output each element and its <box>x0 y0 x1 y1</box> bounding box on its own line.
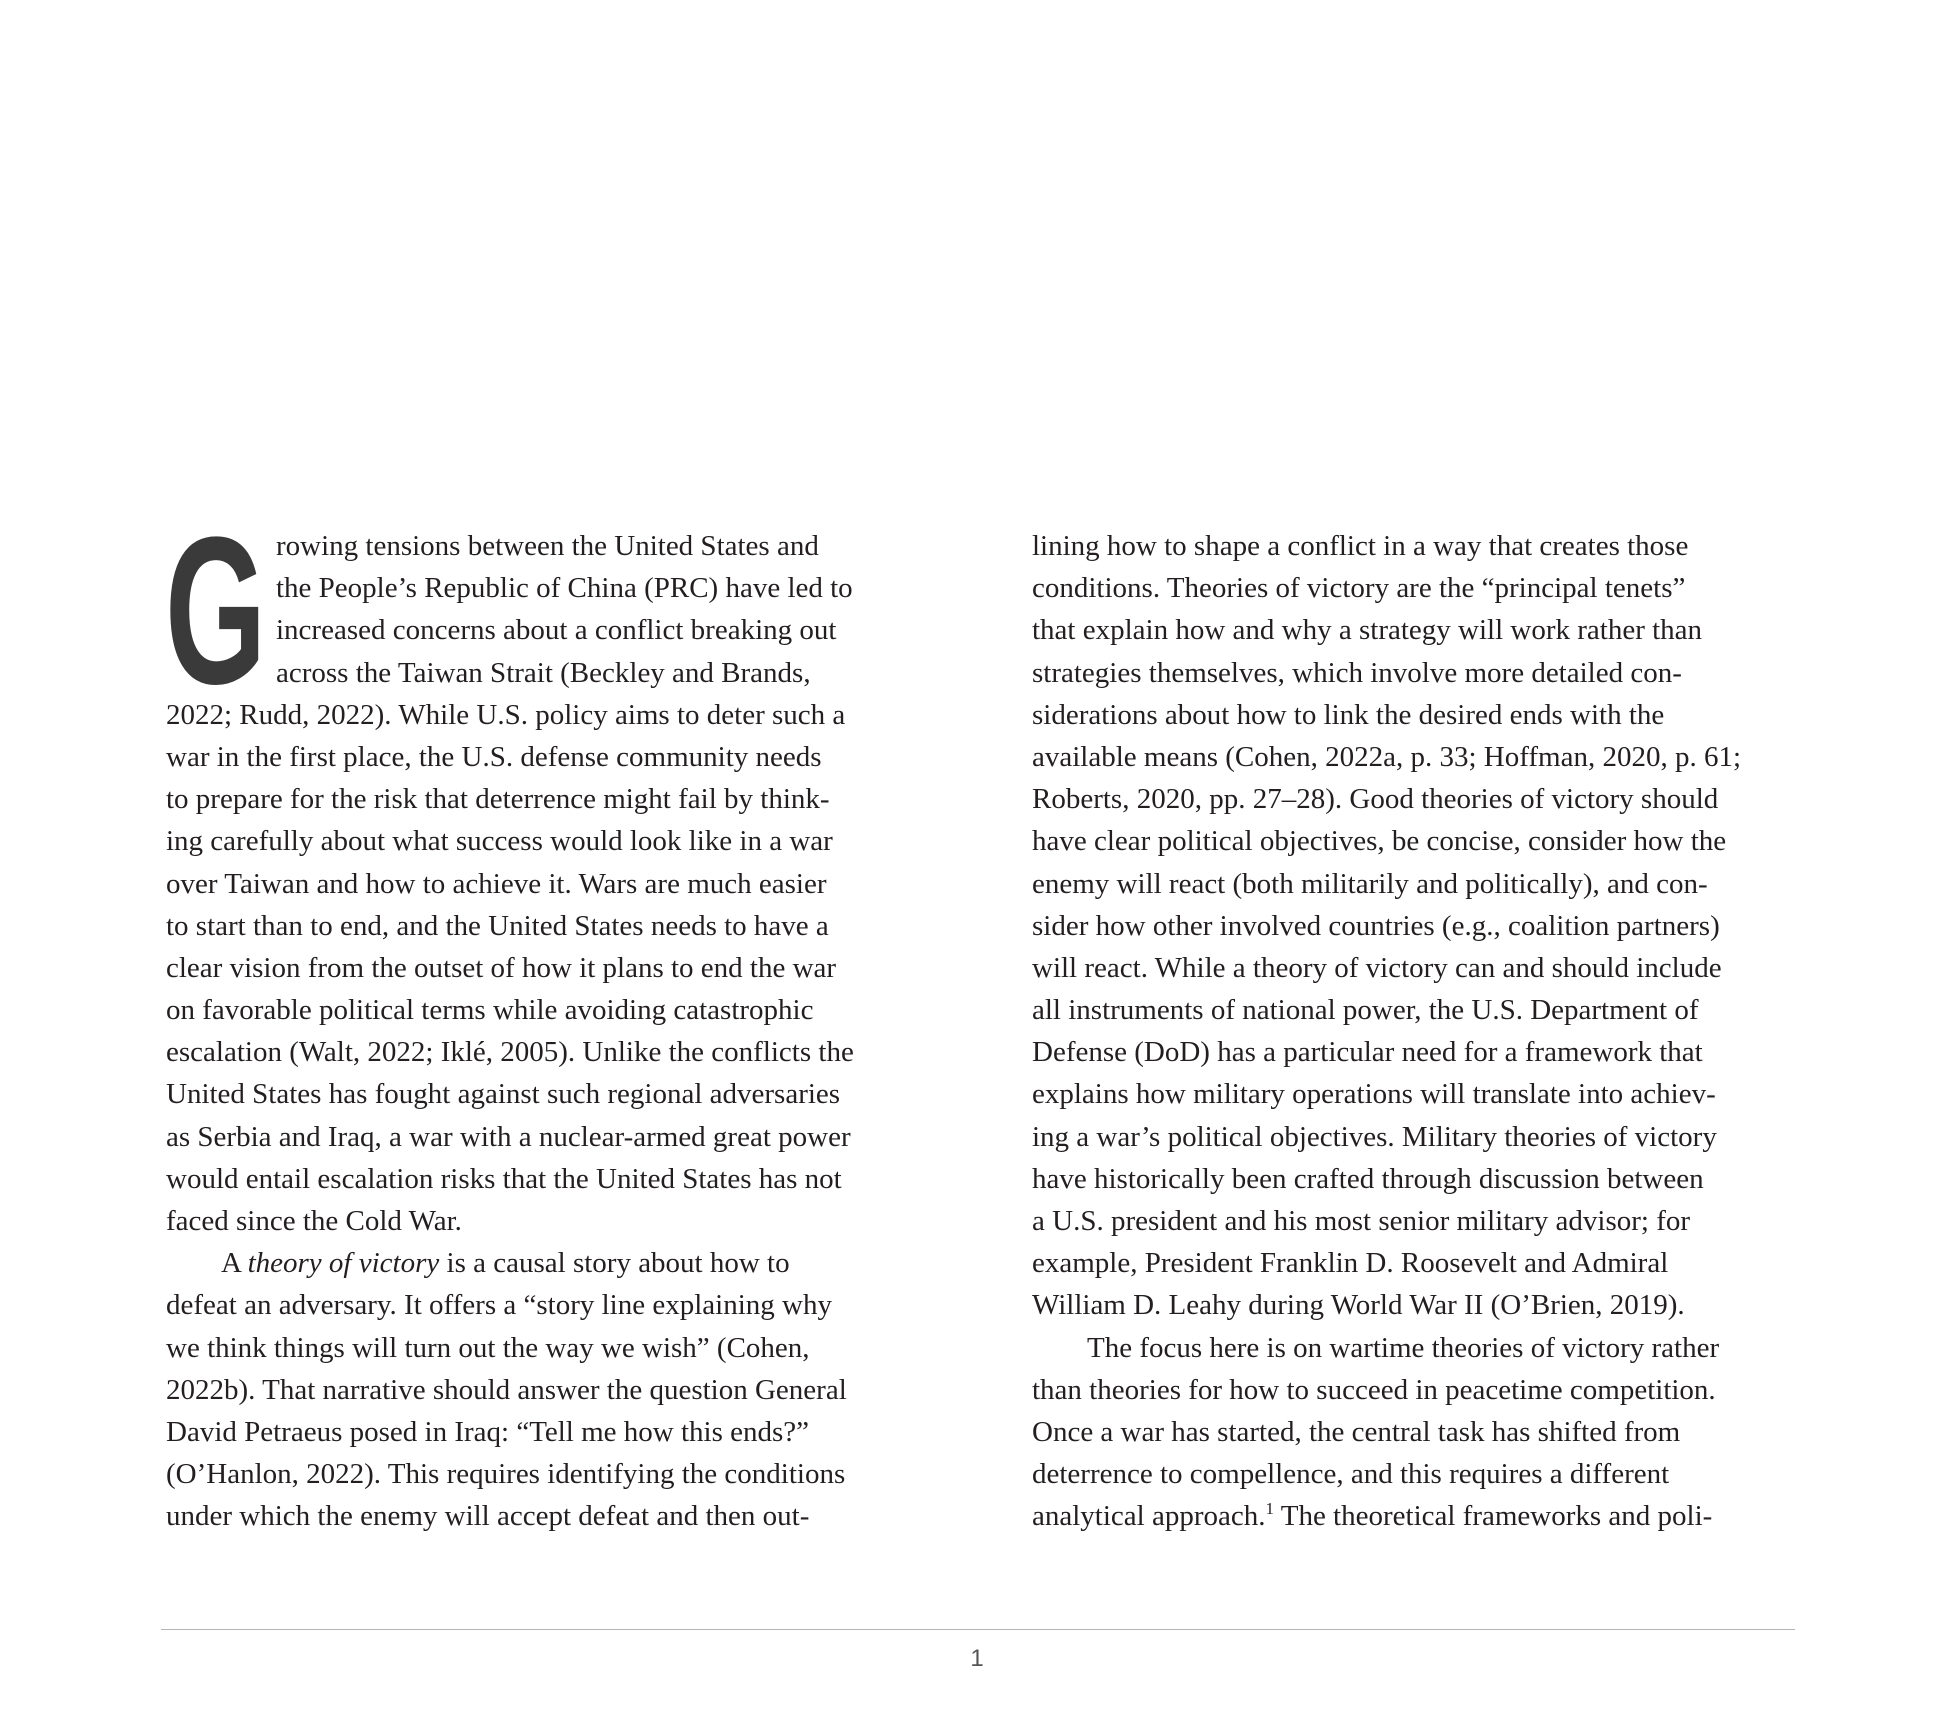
text-line: Defense (DoD) has a particular need for a framework that <box>1032 1036 1703 1069</box>
text-line: example, President Franklin D. Roosevelt and Admiral <box>1032 1247 1669 1280</box>
text-line: conditions. Theories of victory are the “principal tenets” <box>1032 572 1686 605</box>
drop-cap: G <box>165 493 266 728</box>
text-line: analytical approach.$^1$ The theoretical frameworks and poli- <box>1032 1499 1713 1533</box>
text-line: war in the first place, the U.S. defense community needs <box>166 740 822 773</box>
text-line: would entail escalation risks that the United States has not <box>166 1162 842 1195</box>
footer-rule <box>161 1629 1795 1630</box>
text-line: a U.S. president and his most senior military advisor; for <box>1032 1205 1691 1237</box>
text-line: have clear political objectives, be concise, consider how the <box>1032 825 1727 858</box>
text-line: Roberts, 2020, pp. 27–28). Good theories of victory should <box>1032 783 1719 816</box>
text-line: defeat an adversary. It offers a “story line explaining why <box>166 1289 832 1322</box>
text-line: than theories for how to succeed in peacetime competition. <box>1032 1373 1716 1406</box>
text-line: under which the enemy will accept defeat and then out- <box>166 1500 810 1533</box>
text-line: William D. Leahy during World War II (O’Brien, 2019). <box>1032 1289 1685 1322</box>
text-line: 2022; Rudd, 2022). While U.S. policy aims to deter such a <box>166 698 846 731</box>
text-line: ing a war’s political objectives. Military theories of victory <box>1032 1120 1717 1153</box>
text-line: David Petraeus posed in Iraq: “Tell me how this ends?” <box>166 1415 810 1448</box>
text-line: deterrence to compellence, and this requires a different <box>1032 1458 1670 1491</box>
text-line: will react. While a theory of victory can and should include <box>1032 951 1722 984</box>
text-line: faced since the Cold War. <box>166 1205 462 1237</box>
page-number: 1 <box>970 1645 984 1672</box>
text-line: Once a war has started, the central task has shifted from <box>1032 1415 1681 1448</box>
text-line: across the Taiwan Strait (Beckley and Brands, <box>276 656 811 689</box>
text-line: United States has fought against such regional adversaries <box>166 1078 841 1111</box>
text-line: that explain how and why a strategy will work rather than <box>1032 614 1703 647</box>
text-line: to prepare for the risk that deterrence might fail by think- <box>166 783 830 816</box>
text-line: all instruments of national power, the U.S. Department of <box>1032 994 1699 1027</box>
text-line: we think things will turn out the way we wish” (Cohen, <box>166 1331 810 1364</box>
text-line: over Taiwan and how to achieve it. Wars are much easier <box>166 867 827 900</box>
text-line: rowing tensions between the United States and <box>276 530 819 562</box>
text-line: have historically been crafted through discussion between <box>1032 1162 1704 1195</box>
text-line: ing carefully about what success would look like in a war <box>166 825 833 858</box>
text-line: on favorable political terms while avoiding catastrophic <box>166 994 814 1027</box>
footnote-marker[interactable]: 1 <box>1265 1499 1274 1519</box>
text-line: The focus here is on wartime theories of victory rather <box>1087 1331 1720 1364</box>
text-line: the People’s Republic of China (PRC) have led to <box>276 572 853 605</box>
theory-of-victory-term: theory of victory <box>247 1247 440 1280</box>
text-line: strategies themselves, which involve more detailed con- <box>1032 656 1682 689</box>
text-line: A theory of victory is a causal story about how to <box>221 1247 790 1280</box>
text-line: increased concerns about a conflict breaking out <box>276 614 837 647</box>
left-column <box>165 493 936 1538</box>
text-line: as Serbia and Iraq, a war with a nuclear-armed great power <box>166 1120 851 1153</box>
text-line: escalation (Walt, 2022; Iklé, 2005). Unlike the conflicts the <box>166 1036 854 1069</box>
text-line: sider how other involved countries (e.g., coalition partners) <box>1032 909 1720 942</box>
text-line: 2022b). That narrative should answer the question General <box>166 1373 847 1406</box>
text-line: clear vision from the outset of how it plans to end the war <box>166 951 837 984</box>
text-line: enemy will react (both militarily and politically), and con- <box>1032 867 1708 900</box>
text-line: siderations about how to link the desired ends with the <box>1032 698 1665 731</box>
text-line: (O’Hanlon, 2022). This requires identifying the conditions <box>166 1458 846 1491</box>
text-line: to start than to end, and the United States needs to have a <box>166 909 829 942</box>
text-line: lining how to shape a conflict in a way that creates those <box>1032 530 1689 562</box>
text-line: explains how military operations will translate into achiev- <box>1032 1078 1716 1111</box>
text-line: available means (Cohen, 2022a, p. 33; Hoffman, 2020, p. 61; <box>1032 740 1742 773</box>
right-column <box>1032 525 1807 1538</box>
